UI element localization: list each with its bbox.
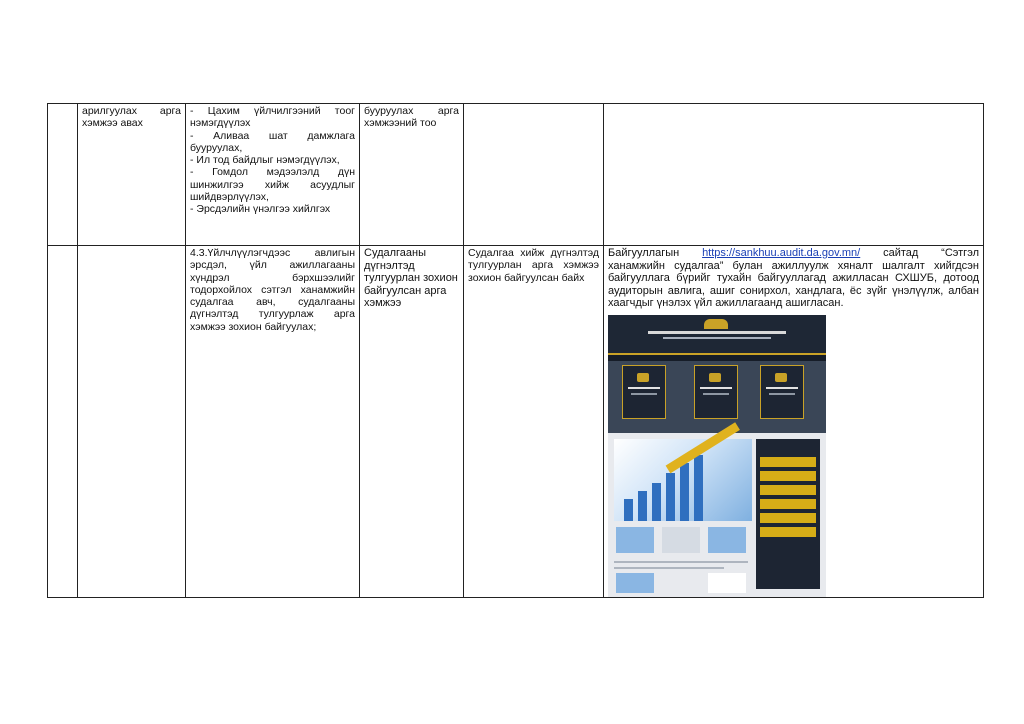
action-line: - Эрсдэлийн үнэлгээ хийлгэх [190, 203, 331, 216]
cell-index [48, 246, 78, 598]
cell-actions: 4.3.Үйлчлүүлэгчдээс авлигын эрсдэл, үйл ажиллагааны хүндрэл бэрхшээлийг тодорхойлох сэтгэл ханамжийн судалгаа авч, судалгааны дүгнэлтэд тулгуурлаж арга хэмжээ зохион байгуулах; [186, 246, 360, 598]
site-header [608, 315, 826, 355]
site-text-line [614, 561, 748, 563]
action-line: - Аливаа шат дамжлага бууруулах, [190, 129, 355, 154]
action-line: - Гомдол мэдээлэлд дүн шинжилгээ хийж асуудлыг шийдвэрлүүлэх, [190, 166, 355, 204]
site-card [760, 365, 804, 419]
site-thumbnail [662, 527, 700, 553]
cell-target: Судалгаа хийж дүгнэлтэд тулгуурлан арга хэмжээ зохион байгуулсан байх [464, 246, 604, 598]
site-menu-button [760, 499, 816, 509]
result-text-start: Байгууллагын [608, 247, 703, 259]
cell-measure [78, 246, 186, 598]
cell-target [464, 104, 604, 246]
site-menu-button [760, 471, 816, 481]
site-card [622, 365, 666, 419]
cell-indicator: бууруулах арга хэмжээний тоо [360, 104, 464, 246]
cell-measure: арилгуулах арга хэмжээ авах [78, 104, 186, 246]
cell-actions [186, 104, 360, 246]
site-banner-chart-icon [614, 439, 752, 521]
site-menu-button [760, 457, 816, 467]
cell-indicator: Судалгааны дүгнэлтэд тулгуурлан зохион байгуулсан арга хэмжээ [360, 246, 464, 598]
action-line: - Ил тод байдлыг нэмэгдүүлэх, [190, 154, 340, 167]
site-card [694, 365, 738, 419]
site-logo-icon [704, 319, 728, 329]
site-thumbnail [708, 527, 746, 553]
site-thumbnail [616, 573, 654, 593]
table-row [48, 104, 984, 246]
site-menu-button [760, 485, 816, 495]
website-screenshot-icon [608, 315, 826, 597]
site-thumbnail [708, 573, 746, 593]
site-menu-button [760, 527, 816, 537]
action-line: - Цахим үйлчилгээний тоог нэмэгдүүлэх [190, 105, 355, 130]
cell-result [604, 104, 984, 246]
site-thumbnail [616, 527, 654, 553]
report-table [47, 103, 984, 598]
survey-site-link[interactable]: https://sankhuu.audit.da.gov.mn/ [702, 247, 861, 259]
table-row [48, 246, 984, 598]
site-text-line [614, 567, 724, 569]
result-text-end: сайтад “Сэтгэл ханамжийн судалгаа” булан ажиллуулж хяналт шалгалт хийгдсэн байгууллага бүрийг тухайн байгууллагад ажилласан СХШУБ, дотоод аудиторын авлига, ашиг сонирхол, хандлага, ёс зүйг үнэлүүлж, албан хаагчдыг үнэлэх үйл ажиллагаанд ашигласан. [608, 247, 979, 310]
site-menu-button [760, 513, 816, 523]
cell-index [48, 104, 78, 246]
